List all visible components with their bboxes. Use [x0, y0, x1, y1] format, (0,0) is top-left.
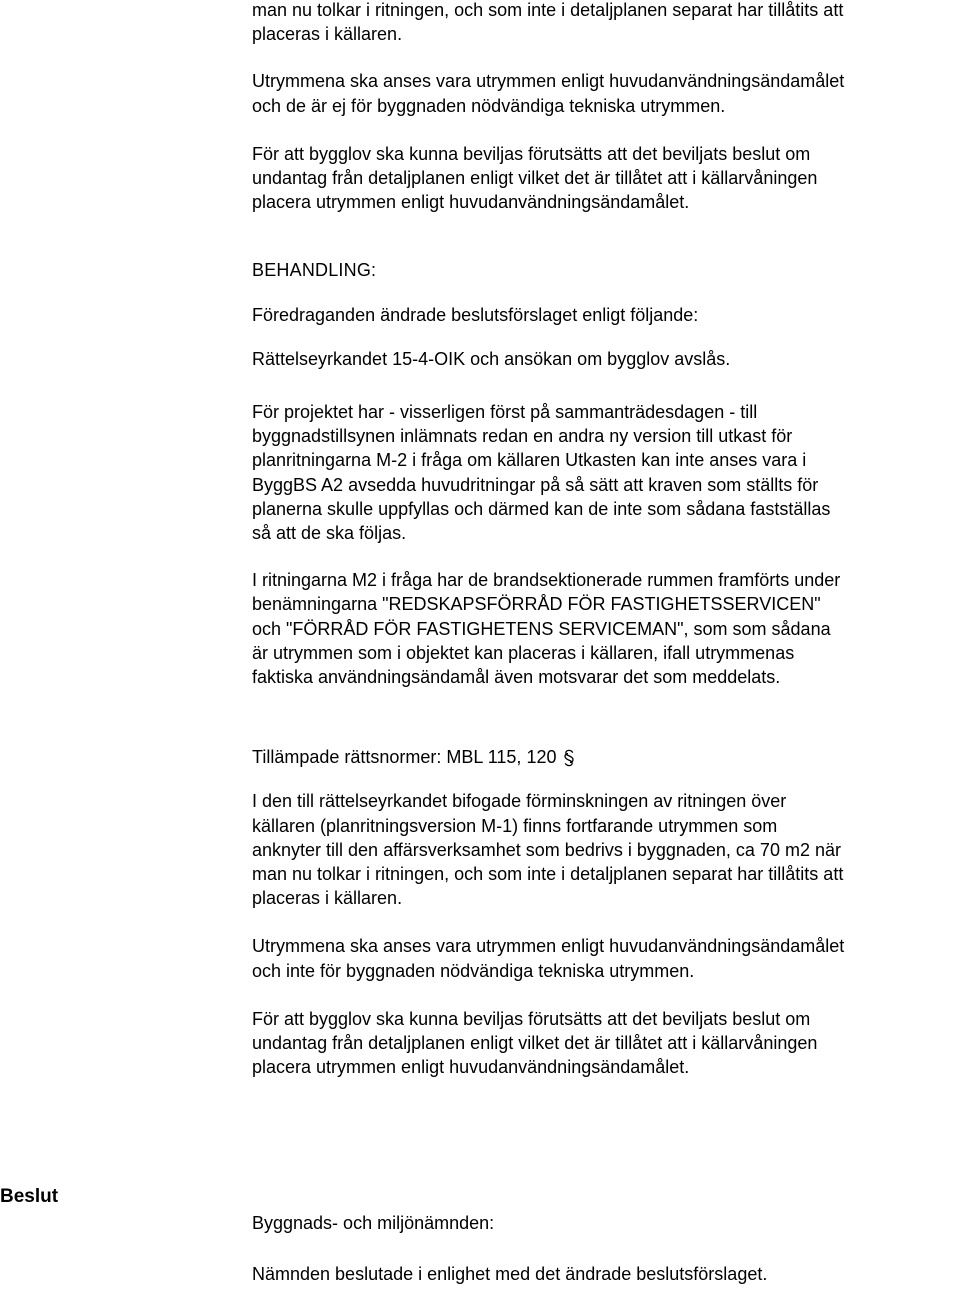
- paragraph-continuation: man nu tolkar i ritningen, och som inte i detaljplanen separat har tillåtits att placeras i källaren.: [252, 0, 844, 45]
- paragraph-ritningarna-m2: I ritningarna M2 i fråga har de brandsektionerade rummen framförts under benämningarna "REDSKAPSFÖRRÅD FÖR FASTIGHETSSERVICEN" och "FÖRRÅD FÖR FASTIGHETENS SERVICEMAN", som som sådana är utrymmen som i objektet kan placeras i källaren, ifall utrymmenas faktiska användningsändamål även motsvarar det som meddelats.: [252, 570, 841, 688]
- paragraph-utrymmena-2: Utrymmena ska anses vara utrymmen enligt huvudanvändningsändamålet och inte för byggnaden nödvändiga tekniska utrymmen.: [252, 936, 845, 981]
- decision-committee: Byggnads- och miljönämnden:: [252, 1213, 495, 1233]
- paragraph-utrymmena-1: Utrymmena ska anses vara utrymmen enligt huvudanvändningsändamålet och de är ej för byggnaden nödvändiga tekniska utrymmen.: [252, 71, 845, 116]
- paragraph-forminskningen: I den till rättelseyrkandet bifogade förminskningen av ritningen över källaren (planritningsversion M-1) finns fortfarande utrymmen som anknyter till den affärsverksamhet som bedrivs i byggnaden, ca 70 m2 när man nu tolkar i ritningen, och som inte i detaljplanen separat har tillåtits att placeras i källaren.: [252, 791, 844, 909]
- paragraph-bygglov-2: För att bygglov ska kunna beviljas förutsätts att det beviljats beslut om undantag från detaljplanen enligt vilket det är tillåtet att i källarvåningen placera utrymmen enligt huvudanvändningsändamålet.: [252, 1008, 818, 1078]
- decision-column: [252, 1211, 956, 1313]
- paragraph-projektet: För projektet har - visserligen först på sammanträdesdagen - till byggnadstillsynen inlämnats redan en andra ny version till utkast för planritningarna M-2 i fråga om källaren Utkasten kan inte anses vara i ByggBS A2 avsedda huvudritningar på så sätt att kraven som ställts för planerna skulle uppfyllas och därmed kan de inte som sådana fastställas så att de ska följas.: [252, 402, 831, 544]
- decision-resolution: Nämnden beslutade i enlighet med det ändrade beslutsförslaget.: [252, 1264, 768, 1285]
- body-text-column: [252, 0, 956, 1104]
- paragraph-foredraganden: Föredraganden ändrade beslutsförslaget enligt följande:: [252, 304, 699, 325]
- rattsnormer-text: Tillämpade rättsnormer: MBL 115, 120: [252, 747, 557, 768]
- paragraph-rattsnormer: [252, 745, 956, 769]
- paragraph-rattelseyrkandet: Rättelseyrkandet 15-4-OIK och ansökan om bygglov avslås.: [252, 348, 731, 369]
- paragraph-bygglov-1: För att bygglov ska kunna beviljas förutsätts att det beviljats beslut om undantag från detaljplanen enligt vilket det är tillåtet att i källarvåningen placera utrymmen enligt huvudanvändningsändamålet.: [252, 143, 818, 213]
- heading-behandling: BEHANDLING:: [252, 260, 377, 281]
- section-sign-icon: [562, 749, 576, 767]
- margin-heading-beslut: Beslut: [0, 1186, 59, 1207]
